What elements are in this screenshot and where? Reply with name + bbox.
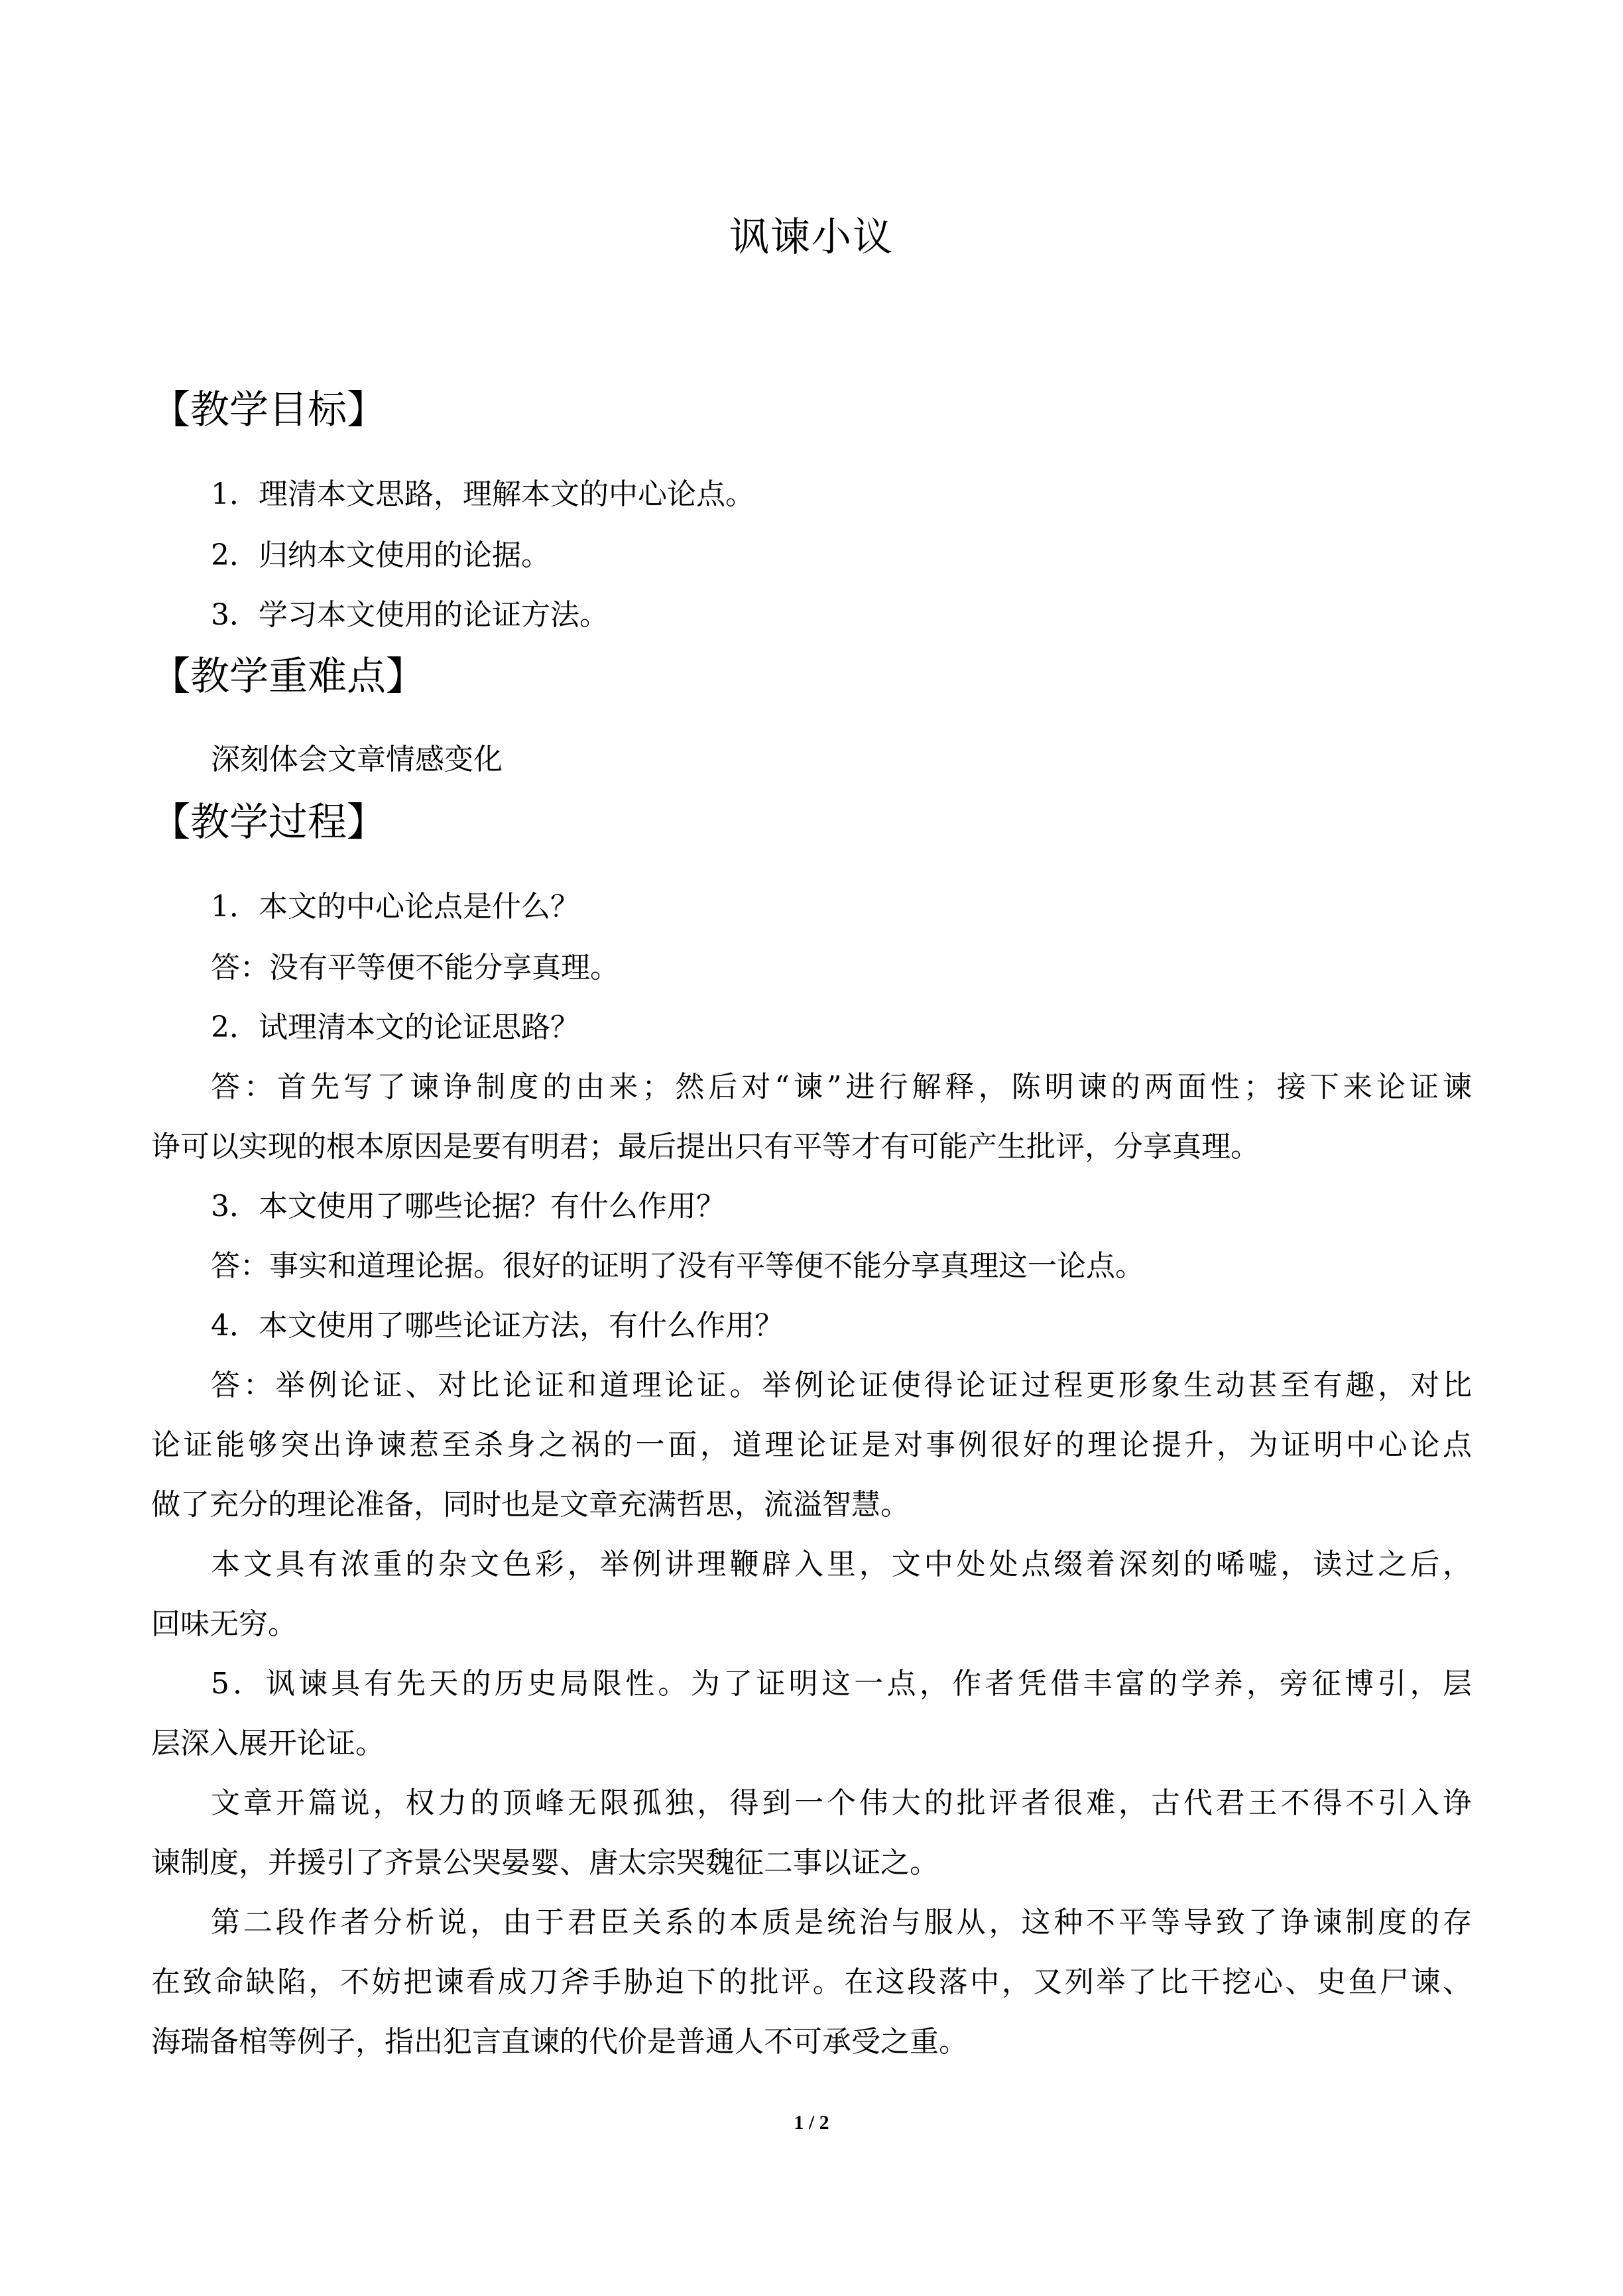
- objective-item: 1．理清本文思路，理解本文的中心论点。: [211, 477, 754, 511]
- section-heading-key-points: 【教学重难点】: [151, 653, 426, 699]
- question-2: 2．试理清本文的论证思路？: [211, 1010, 579, 1044]
- question-4: 4．本文使用了哪些论证方法，有什么作用？: [211, 1309, 784, 1343]
- answer-2-line: 诤可以实现的根本原因是要有明君；最后提出只有平等才有可能产生批评，分享真理。: [151, 1130, 1260, 1164]
- answer-2-line: 答：首先写了谏诤制度的由来；然后对“谏”进行解释，陈明谏的两面性；接下来论证谏: [211, 1070, 1472, 1104]
- question-3: 3．本文使用了哪些论据？有什么作用？: [211, 1189, 725, 1223]
- answer-4-line: 论证能够突出诤谏惹至杀身之祸的一面，道理论证是对事例很好的理论提升，为证明中心论点: [151, 1428, 1472, 1462]
- question-1: 1．本文的中心论点是什么？: [211, 890, 579, 924]
- answer-4-line: 答：举例论证、对比论证和道理论证。举例论证使得论证过程更形象生动甚至有趣，对比: [211, 1368, 1472, 1402]
- question-5-line: 层深入展开论证。: [151, 1726, 385, 1760]
- answer-4-line: 做了充分的理论准备，同时也是文章充满哲思，流溢智慧。: [151, 1488, 910, 1522]
- page-number: 1 / 2: [794, 2112, 829, 2134]
- answer-3: 答：事实和道理论据。很好的证明了没有平等便不能分享真理这一论点。: [211, 1249, 1144, 1283]
- paragraph-line: 第二段作者分析说，由于君臣关系的本质是统治与服从，这种不平等导致了诤谏制度的存: [211, 1905, 1472, 1939]
- paragraph-line: 在致命缺陷，不妨把谏看成刀斧手胁迫下的批评。在这段落中，又列举了比干挖心、史鱼尸谏、: [151, 1965, 1472, 1999]
- question-5-line: 5．讽谏具有先天的历史局限性。为了证明这一点，作者凭借丰富的学养，旁征博引，层: [211, 1667, 1472, 1701]
- section-heading-process: 【教学过程】: [151, 799, 387, 845]
- objective-item: 2．归纳本文使用的论据。: [211, 538, 550, 572]
- key-points-text: 深刻体会文章情感变化: [211, 743, 503, 776]
- answer-1: 答：没有平等便不能分享真理。: [211, 951, 619, 985]
- paragraph-line: 海瑞备棺等例子，指出犯言直谏的代价是普通人不可承受之重。: [151, 2025, 968, 2059]
- paragraph-line: 回味无穷。: [151, 1607, 297, 1641]
- paragraph-line: 本文具有浓重的杂文色彩，举例讲理鞭辟入里，文中处处点缀着深刻的唏嘘，读过之后，: [211, 1547, 1472, 1581]
- objective-item: 3．学习本文使用的论证方法。: [211, 598, 609, 632]
- paragraph-line: 谏制度，并援引了齐景公哭晏婴、唐太宗哭魏征二事以证之。: [151, 1846, 939, 1880]
- paragraph-line: 文章开篇说，权力的顶峰无限孤独，得到一个伟大的批评者很难，古代君王不得不引入诤: [211, 1786, 1472, 1820]
- section-heading-objectives: 【教学目标】: [151, 387, 387, 432]
- document-title: 讽谏小议: [729, 214, 894, 261]
